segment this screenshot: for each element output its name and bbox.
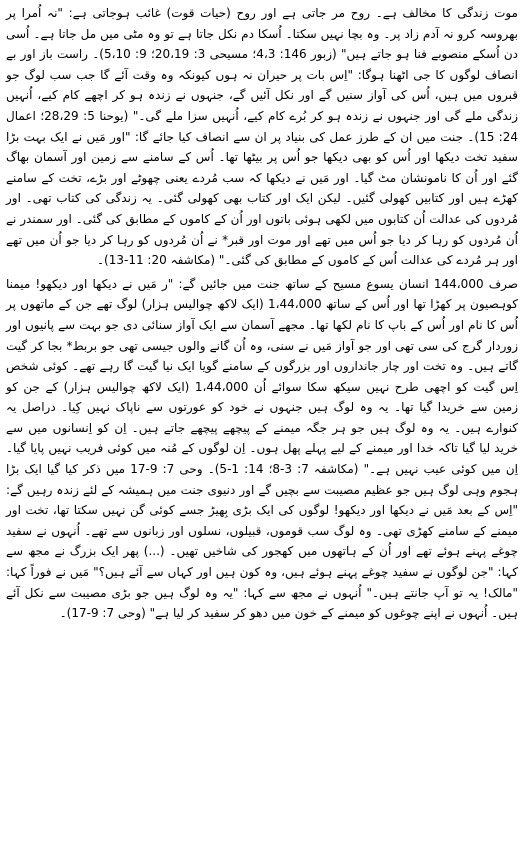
paragraph-144000-and-great-crowd: صرف 144،000 انسان یسوع مسیح کے ساتھ جنت میں جائیں گے: "ر مَیں نے دیکھا اور دیکھو! میمنا کوہصیون پر کھڑا تھا اور اُس کے ساتھ 1،44،000 (ایک لاکھ چوالیس ہزار) لوگ تھے جن کے ماتھوں پر اُس کا نام اور اُس کے باپ کا نام لکھا تھا۔ مجھے آسمان سے ایک آواز سنائی دی جو بہت سے پانیوں اور زوردار گرج کی سی تھی اور جو آواز مَیں نے سنی، وہ اُن گانے والوں جیسی تھی جو بربط* بجا کر گیت گاتے ہیں۔ وہ تخت اور چار جانداروں اور بزرگوں کے سامنے گویا ایک نیا گیت گا رہے تھے۔ کوئی شخص اِس گیت کو اچھی طرح نہیں سیکھ سکا سوائے اُن 1،44،000 (ایک لاکھ چوالیس ہزار) کے جن کو زمین سے خریدا گیا تھا۔ یہ وہ لوگ ہیں جنہوں نے خود کو عورتوں سے ناپاک نہیں کِیا۔ دراصل یہ کنوارے ہیں۔ یہ وہ لوگ ہیں جو ہر جگہ میمنے کے پیچھے پیچھے جاتے ہیں۔ اِن کو اِنسانوں میں سے خرید لیا گیا تاکہ خدا اور میمنے کے لیے پہلے پھل ہوں۔ اِن لوگوں کے مُنہ میں کوئی فریب نہیں پایا گیا۔ اِن میں کوئی عیب نہیں ہے۔" (مکاشفہ 7: 3-8؛ 14: 1-5)۔ وحی 7: 9-17 میں ذکر کیا گیا ایک بڑا ہجوم وہی لوگ ہیں جو عظیم مصیبت سے بچیں گے اور دنیوی جنت میں ہمیشہ کے لئے زندہ رہیں گے: "اِس کے بعد مَیں نے دیکھا اور دیکھو! لوگوں کی ایک بڑی بِھیڑ جسے کوئی گن نہیں سکتا تھا، تخت اور میمنے کے سامنے کھڑی تھی۔ وہ لوگ سب قوموں، قبیلوں، نسلوں اور زبانوں سے تھے۔ اُنہوں نے سفید چوغے پہنے ہوئے تھے اور اُن کے ہاتھوں میں کھجور کی شاخیں تھیں۔ (...) پھر ایک بزرگ نے مجھ سے کہا: "جن لوگوں نے سفید چوغے پہنے ہوئے ہیں، وہ کون ہیں اور کہاں سے آئے ہیں؟" مَیں نے فوراً کہا: "مالک! یہ تو آپ جانتے ہیں۔" اُنہوں نے مجھ سے کہا: "یہ وہ لوگ ہیں جو بڑی مصیبت سے نکل آئے ہیں۔ اُنہوں نے اپنے چوغوں کو میمنے کے خون میں دھو کر سفید کر لیا ہے" (وحی 7: 9-17)۔ <box>6 276 519 621</box>
paragraph-death-and-resurrection: موت زندگی کا مخالف ہے۔ روح مر جاتی ہے اور روح (حیات قوت) غائب ہوجاتی ہے: "نہ اُمرا پر بھروسہ کرو نہ آدم زاد پر۔ وہ بچا نہیں سکتا۔ اُسکا دم نکل جاتا ہے تو وہ مٹی میں مل جاتا ہے۔ اُسی دن اُسکے منصوبے فنا ہو جاتے ہیں" (زبور 146: 4،3؛ مسیحی 3: 20،19؛ 9: 5،10)۔ راست باز اور بے انصاف لوگوں کا جی اٹھنا ہوگا: "اِس بات پر حیران نہ ہوں کیونکہ وہ وقت آئے گا جب سب لوگ جو قبروں میں ہیں، اُس کی آواز سنیں گے اور نکل آئیں گے، جنہوں نے زندہ ہو کر اچھے کام کیے، اُنہیں زندگی ملے گی اور جنہوں نے زندہ ہو کر بُرے کام کیے، اُنہیں سزا ملے گی۔" (یوحنا 5: 28،29؛ اعمال 24: 15)۔ جنت میں ان کے طرز عمل کی بنیاد پر ان سے انصاف کیا جائے گا: "اور مَیں نے ایک بہت بڑا سفید تخت دیکھا اور اُس کو بھی دیکھا جو اُس پر بیٹھا تھا۔ اُس کے سامنے سے زمین اور آسمان بھاگ گئے اور اُن کا نامونشان مٹ گیا۔ اور مَیں نے دیکھا کہ سب مُردے یعنی چھوٹے اور بڑے، تخت کے سامنے کھڑے ہیں اور کتابیں کھولی گئیں۔ لیکن ایک اور کتاب بھی کھولی گئی۔ یہ زندگی کی کتاب تھی۔ اور مُردوں کی عدالت اُن کتابوں میں لکھی ہوئی باتوں اور اُن کے کاموں کے مطابق کی گئی۔ اور سمندر نے اُن مُردوں کو رہا کر دیا جو اُس میں تھے اور موت اور قبر* نے اُن مُردوں کو رہا کر دیا جو اُن میں تھے اور ہر مُردے کی عدالت اُس کے کاموں کے مطابق کی گئی۔" (مکاشفہ 20: 11-13)۔ <box>6 6 519 268</box>
